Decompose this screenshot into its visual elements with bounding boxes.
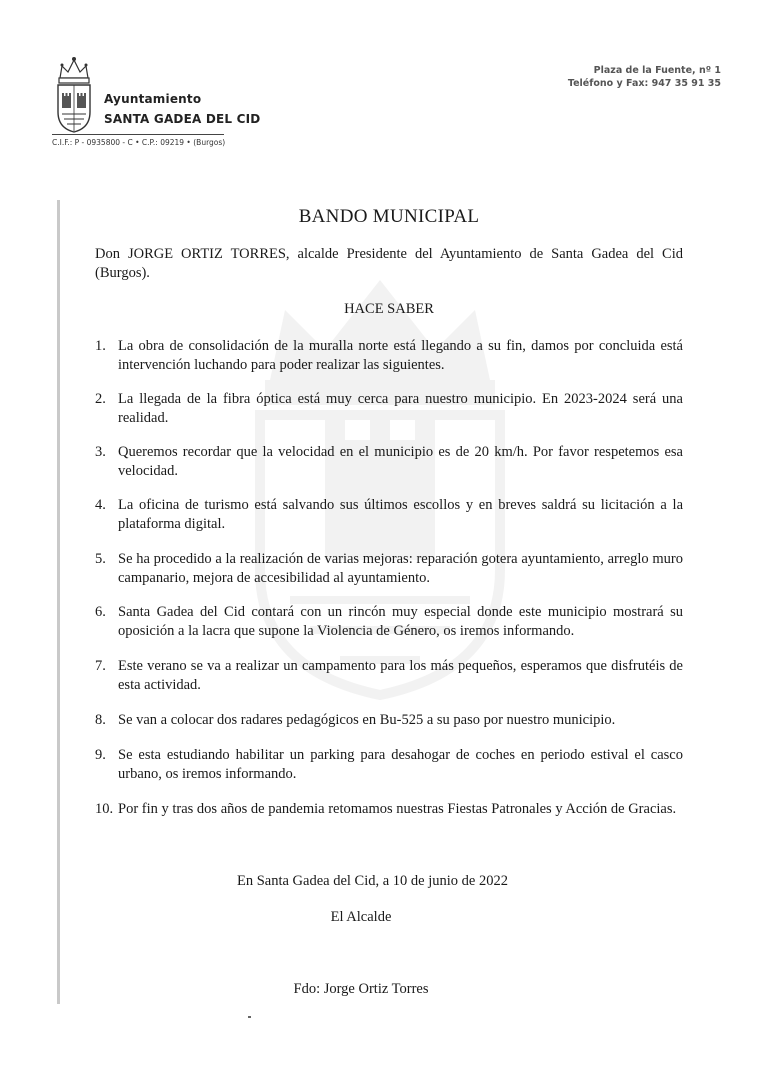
item-text: Por fin y tras dos años de pandemia retomamos nuestras Fiestas Patronales y Acción de Gracias. — [118, 801, 677, 817]
list-item — [95, 711, 683, 730]
list-item — [95, 443, 683, 481]
item-number: 6. — [95, 604, 106, 620]
list-item — [95, 603, 683, 641]
item-text: Este verano se va a realizar un campamento para los más pequeños, esperamos que disfrutéis de esta actividad. — [118, 658, 683, 693]
list-item — [95, 550, 683, 588]
org-identifiers: C.I.F.: P - 0935800 - C • C.P.: 09219 • (Burgos) — [52, 138, 226, 147]
coat-of-arms-icon — [54, 56, 94, 134]
item-text: Queremos recordar que la velocidad en el municipio es de 20 km/h. Por favor respetemos esa velocidad. — [118, 444, 683, 479]
letterhead-logo — [52, 56, 282, 156]
document-title: BANDO MUNICIPAL — [298, 206, 480, 227]
item-text: Se esta estudiando habilitar un parking para desahogar de coches en periodo estival el casco urbano, os iremos informando. — [118, 747, 683, 782]
signature-line: Fdo: Jorge Ortiz Torres — [293, 981, 429, 997]
place-and-date: En Santa Gadea del Cid, a 10 de junio de 2022 — [236, 873, 508, 889]
margin-bar — [57, 200, 60, 1004]
item-number: 4. — [95, 497, 106, 513]
item-text: Se van a colocar dos radares pedagógicos en Bu-525 a su paso por nuestro municipio. — [118, 712, 616, 728]
list-item — [95, 496, 683, 534]
list-item — [95, 337, 683, 375]
item-number: 10. — [95, 801, 114, 817]
list-item — [95, 746, 683, 784]
intro-paragraph: Don JORGE ORTIZ TORRES, alcalde Presidente del Ayuntamiento de Santa Gadea del Cid (Burgos). — [95, 246, 683, 281]
item-number: 5. — [95, 551, 106, 567]
item-number: 2. — [95, 391, 106, 407]
phone-fax-line: Teléfono y Fax: 947 35 91 35 — [567, 78, 721, 89]
list-item — [95, 390, 683, 428]
item-text: La obra de consolidación de la muralla norte está llegando a su fin, damos por concluida está intervención luchando para poder realizar las siguientes. — [118, 338, 683, 373]
item-text: La llegada de la fibra óptica está muy cerca para nuestro municipio. En 2023-2024 será una realidad. — [118, 391, 683, 426]
hace-saber-heading: HACE SABER — [344, 301, 434, 317]
item-number: 8. — [95, 712, 106, 728]
org-name: Ayuntamiento — [104, 92, 202, 106]
item-text: La oficina de turismo está salvando sus últimos escollos y en breves saldrá su licitación a la plataforma digital. — [118, 497, 683, 532]
org-town: SANTA GADEA DEL CID — [104, 112, 261, 126]
list-item — [95, 657, 683, 695]
item-text: Se ha procedido a la realización de varias mejoras: reparación gotera ayuntamiento, arreglo muro campanario, mejora de accesibilidad al ayuntamiento. — [118, 551, 683, 586]
item-number: 7. — [95, 658, 106, 674]
header-divider — [52, 134, 224, 135]
item-number: 3. — [95, 444, 106, 460]
scan-mark — [248, 1016, 251, 1018]
item-number: 9. — [95, 747, 106, 763]
item-text: Santa Gadea del Cid contará con un rincón muy especial donde este municipio mostrará su oposición a la lacra que supone la Violencia de Género, os iremos informando. — [118, 604, 683, 639]
org-address — [568, 64, 721, 90]
address-line: Plaza de la Fuente, nº 1 — [593, 65, 721, 76]
item-number: 1. — [95, 338, 106, 354]
list-item — [95, 800, 683, 819]
signer-role: El Alcalde — [330, 909, 392, 925]
